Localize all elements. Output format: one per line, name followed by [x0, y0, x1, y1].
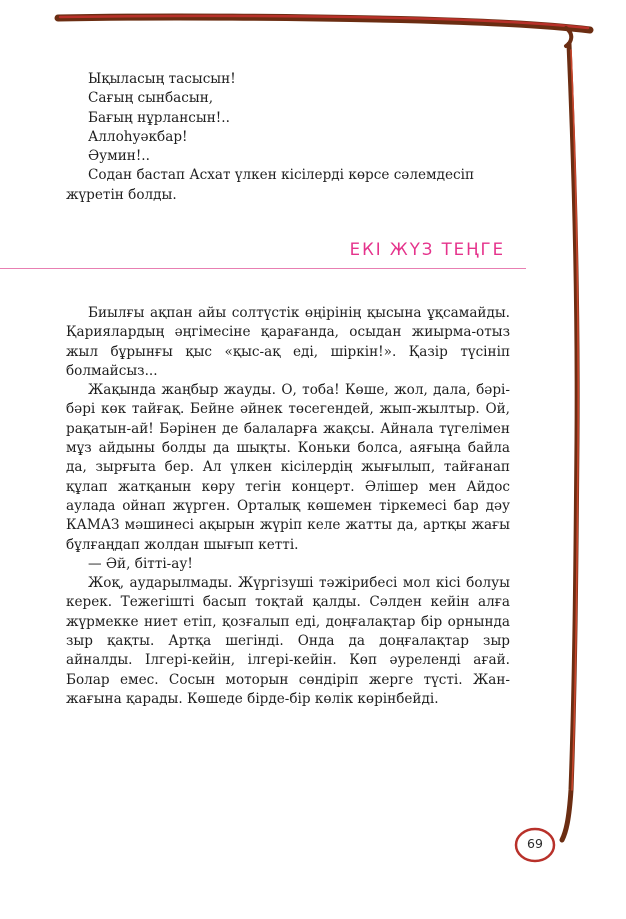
poem-line: Аллоһуәкбар!	[88, 128, 188, 145]
story-paragraph: Биылғы ақпан айы солтүстік өңірінің қысына ұқсамайды. Қариялардың әңгімесіне қарағанда, осыдан жиырма-отыз жыл бұрынғы қыс «қыс-ақ еді, шіркін!». Қазір түсініп болмайсыз...	[66, 305, 510, 379]
section-divider	[0, 268, 526, 269]
story-paragraph: — Әй, бітті-ау!	[88, 555, 193, 572]
page-number: 69	[527, 836, 543, 851]
story-paragraph: Жақында жаңбыр жауды. О, тоба! Көше, жол, дала, бәрі-бәрі көк тайғақ. Бейне әйнек төсегендей, жып-жылтыр. Ой, рақатын-ай! Бәрінен де балаларға жақсы. Айнала түгелімен мұз айдыны болды да шықты. Коньки болса, аяғыңа байла да, зырғыта бер. Ал үлкен кісілердің жығылып, тайғанап құлап жатқанын көру тегін концерт. Әлішер мен Айдос аулада ойнап жүрген. Орталық көшемен тіркемесі бар дәу КАМАЗ мәшинесі ақырын жүріп келе жатты да, артқы жағы бұлғаңдап жолдан шығып кетті.	[66, 382, 510, 553]
poem-line: Әумин!..	[88, 148, 150, 165]
poem-line: Ықыласың тасысын!	[88, 71, 236, 87]
story-paragraph: Жоқ, аударылмады. Жүргізуші тәжірибесі мол кісі болуы керек. Тежегішті басып тоқтай қалды. Сәлден кейін алға жүрмекке ниет етіп, қозғалып еді, доңғалақтар бір орнында зыр қақты. Артқа шегінді. Онда да доңғалақтар зыр айналды. Ілгері-кейін, ілгері-кейін. Көп әуреленді ағай. Болар емес. Сосын моторын сөндіріп жерге түсті. Жан-жағына қарады. Көшеде бірде-бір көлік көрінбейді.	[66, 575, 510, 707]
story-body	[66, 304, 510, 709]
poem-line: Бағың нұрлансын!..	[88, 109, 230, 126]
top-border-stroke	[58, 17, 590, 30]
section-title: ЕКІ ЖҮЗ ТЕҢГЕ	[349, 240, 505, 259]
closing-line: жүретін болды.	[66, 186, 177, 203]
closing-line: Содан бастап Асхат үлкен кісілерді көрсе сәлемдесіп	[88, 167, 475, 184]
poem-block	[66, 70, 510, 205]
poem-line: Сағың сынбасын,	[88, 90, 214, 107]
